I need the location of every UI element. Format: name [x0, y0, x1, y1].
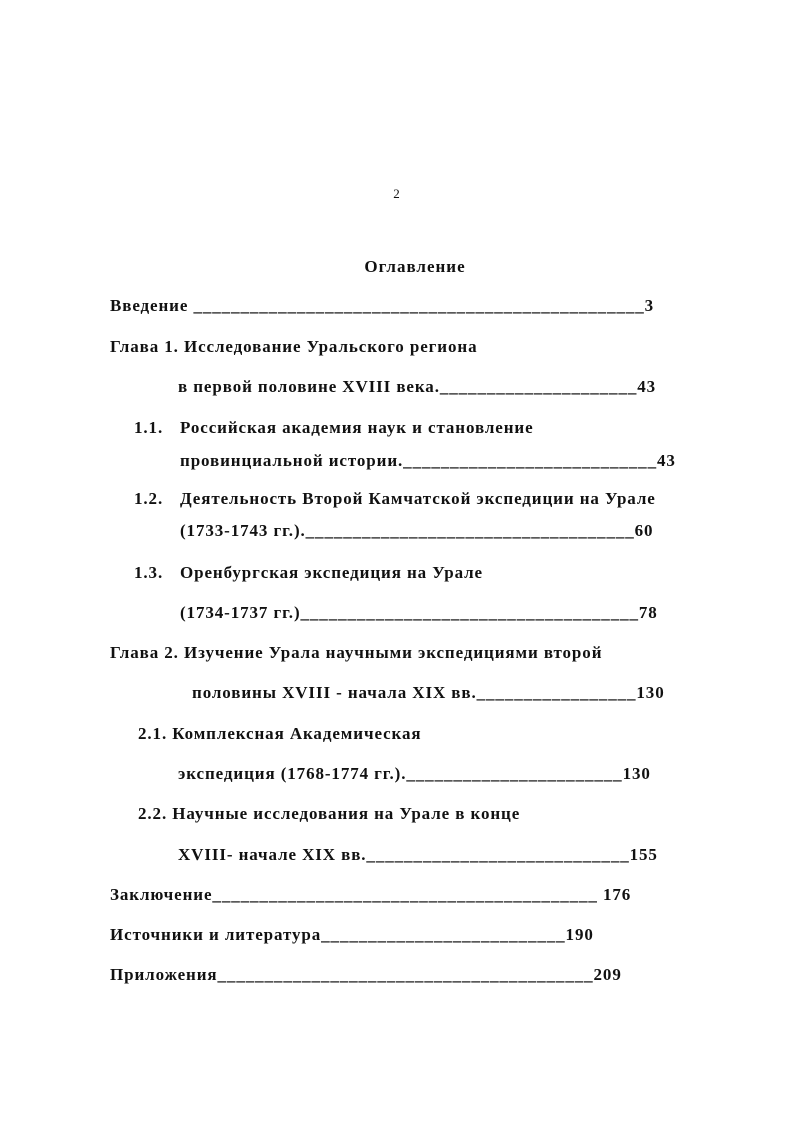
toc-section-1-3-subtitle: (1734-1737 гг.)____________________________________78	[180, 603, 658, 622]
toc-section-2-2-subtitle: XVIII- начале XIX вв.____________________________155	[178, 845, 658, 864]
section-number: 1.3.	[134, 563, 164, 582]
section-title: Деятельность Второй Камчатской экспедиции на Урале	[180, 489, 656, 508]
section-title: Российская академия наук и становление	[180, 418, 534, 437]
toc-section-1-3-title	[134, 563, 483, 583]
toc-title: Оглавление	[364, 257, 466, 276]
section-number: 1.1.	[134, 418, 164, 437]
toc-section-2-2-title: 2.2. Научные исследования на Урале в конце	[138, 804, 521, 823]
toc-entry-conclusion: Заключение_________________________________________ 176	[110, 885, 632, 904]
toc-chapter-1-subtitle: в первой половине XVIII века._____________________43	[178, 377, 657, 396]
toc-chapter-2-subtitle: половины XVIII - начала XIX вв._________________130	[192, 683, 665, 702]
toc-chapter-1-title: Глава 1. Исследование Уральского региона	[110, 337, 478, 356]
section-title: Оренбургская экспедиция на Урале	[180, 563, 483, 582]
toc-section-2-1-subtitle: экспедиция (1768-1774 гг.)._______________________130	[178, 764, 651, 783]
page-number: 2	[393, 186, 400, 201]
toc-section-1-1-subtitle: провинциальной истории.___________________________43	[180, 451, 676, 470]
toc-section-2-1-title: 2.1. Комплексная Академическая	[138, 724, 422, 743]
toc-entry-appendices: Приложения________________________________________209	[110, 965, 622, 984]
toc-section-1-1-title	[134, 418, 534, 438]
section-number: 1.2.	[134, 489, 164, 508]
toc-section-1-2-subtitle: (1733-1743 гг.).___________________________________60	[180, 521, 654, 540]
toc-section-1-2-title	[134, 489, 656, 509]
toc-entry-sources: Источники и литература__________________________190	[110, 925, 594, 944]
toc-entry-introduction: Введение ________________________________________________3	[110, 296, 655, 315]
toc-chapter-2-title: Глава 2. Изучение Урала научными экспедициями второй	[110, 643, 603, 662]
